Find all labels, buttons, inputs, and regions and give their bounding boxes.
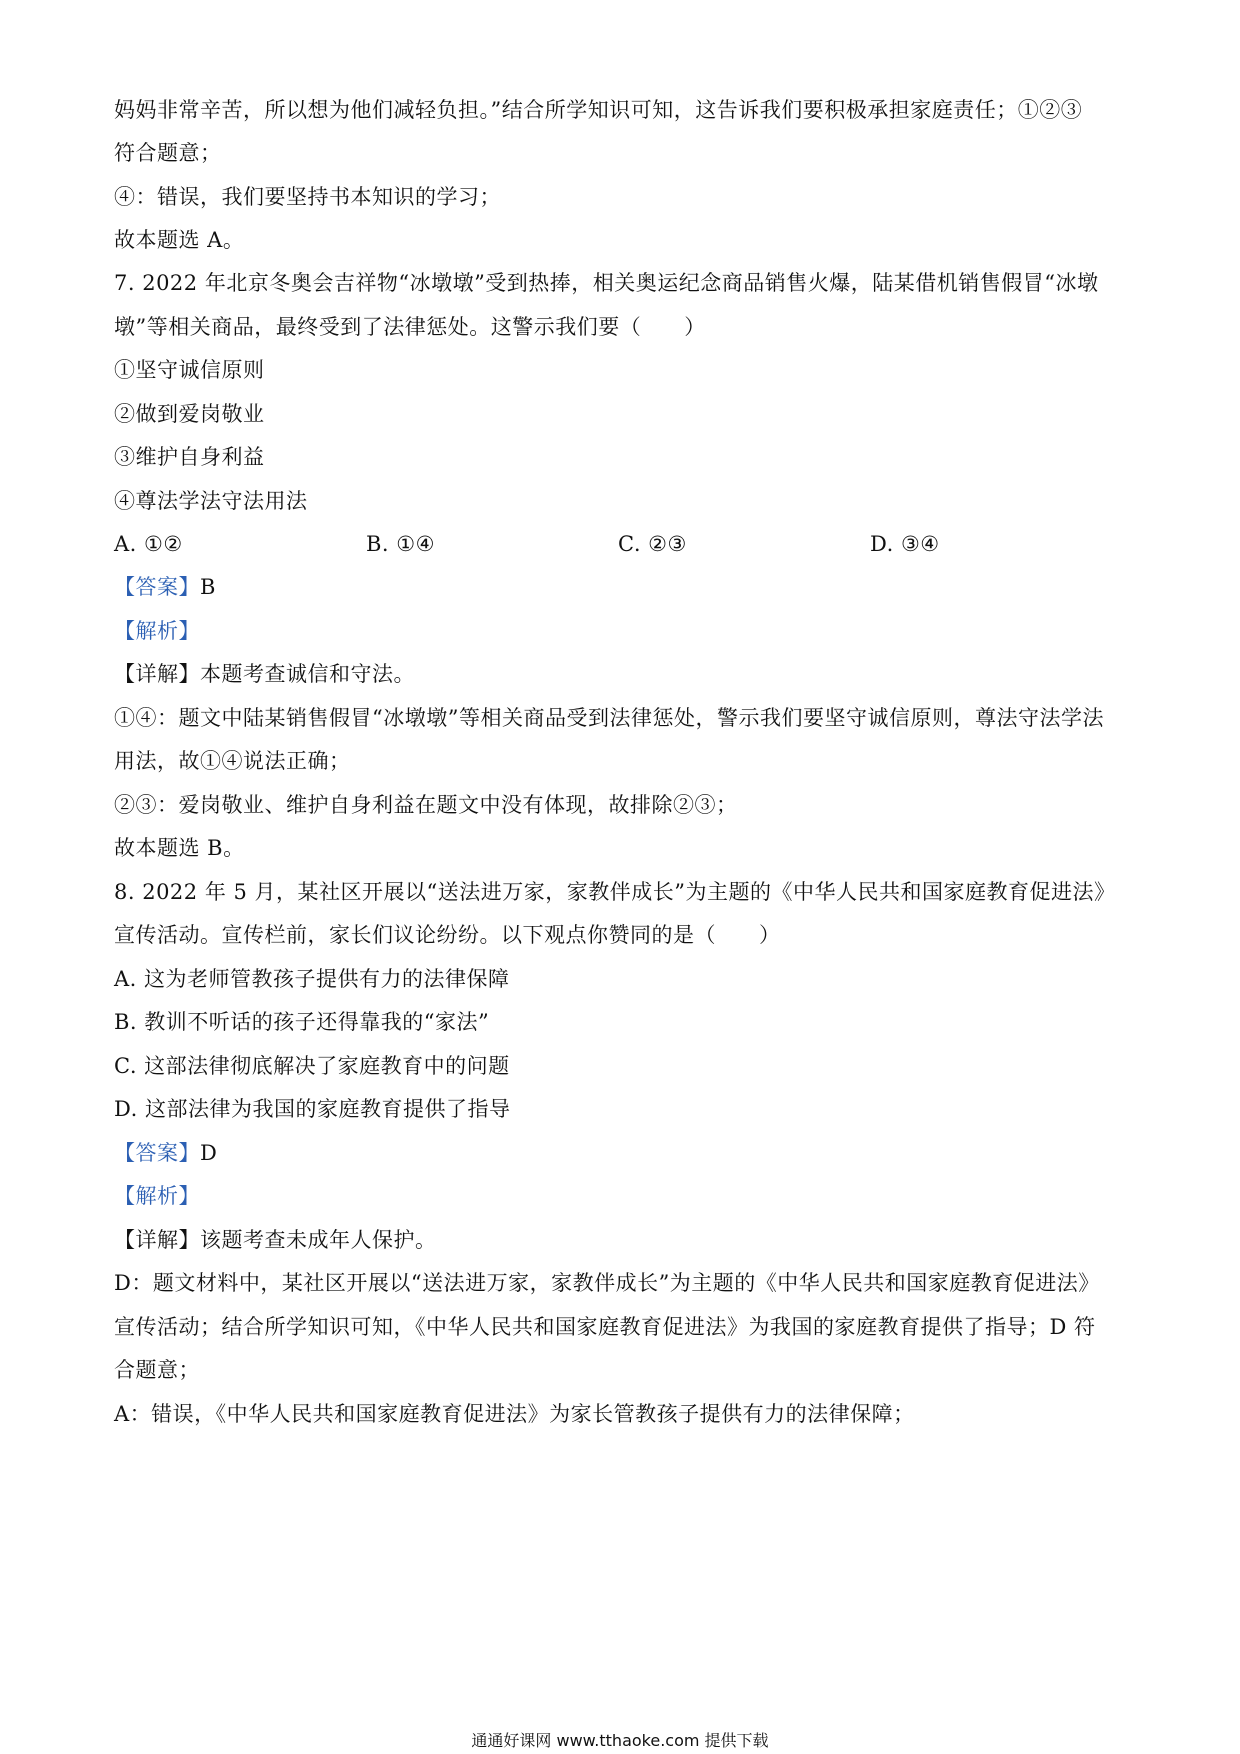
option-d: D. ③④ [870,532,940,556]
question-7-analysis-tag [114,616,1134,646]
question-7-detail [114,659,1134,689]
question-7-statement: ①坚守诚信原则 [114,358,265,382]
text-line: 故本题选 A。 [114,228,245,252]
text-line: ④：错误，我们要坚持书本知识的学习； [114,185,501,209]
question-8-analysis-tag [114,1181,1134,1211]
question-8-detail [114,1225,1134,1255]
question-7-stem-line: 墩”等相关商品，最终受到了法律惩处。这警示我们要（ ） [114,315,706,339]
question-7-statement: ②做到爱岗敬业 [114,402,265,426]
question-8-option-b: B. 教训不听话的孩子还得靠我的“家法” [114,1010,490,1034]
analysis-tag: 【解析】 [114,619,200,643]
explanation-line: 故本题选 B。 [114,836,245,860]
explanation-line: ②③：爱岗敬业、维护自身利益在题文中没有体现，故排除②③； [114,793,738,817]
question-7-statement: ④尊法学法守法用法 [114,489,308,513]
explanation-line: 合题意； [114,1358,200,1382]
question-8-option-c: C. 这部法律彻底解决了家庭教育中的问题 [114,1054,510,1078]
question-8-option-d: D. 这部法律为我国的家庭教育提供了指导 [114,1097,511,1121]
explanation-line: ①④：题文中陆某销售假冒“冰墩墩”等相关商品受到法律惩处，警示我们要坚守诚信原则，尊法守法学法 [114,706,1104,730]
explanation-line: 用法，故①④说法正确； [114,749,351,773]
question-7-statement: ③维护自身利益 [114,445,265,469]
text-line: 妈妈非常辛苦，所以想为他们减轻负担。”结合所学知识可知，这告诉我们要积极承担家庭责任；①②③ [114,98,1083,122]
detail-text: 本题考查诚信和守法。 [200,662,415,686]
answer-value: B [200,575,216,599]
answer-tag: 【答案】 [114,575,200,599]
question-8-option-a: A. 这为老师管教孩子提供有力的法律保障 [114,967,510,991]
detail-tag: 【详解】 [114,662,200,686]
explanation-line: A：错误，《中华人民共和国家庭教育促进法》为家长管教孩子提供有力的法律保障； [114,1402,915,1426]
answer-tag: 【答案】 [114,1141,200,1165]
option-b: B. ①④ [366,532,435,556]
detail-text: 该题考查未成年人保护。 [200,1228,437,1252]
analysis-tag: 【解析】 [114,1184,200,1208]
explanation-line: D：题文材料中，某社区开展以“送法进万家，家教伴成长”为主题的《中华人民共和国家庭教育促进法》 [114,1271,1100,1295]
text-line: 符合题意； [114,141,222,165]
question-8-stem-line: 8. 2022 年 5 月，某社区开展以“送法进万家，家教伴成长”为主题的《中华人民共和国家庭教育促进法》 [114,880,1116,904]
option-a: A. ①② [114,532,183,556]
answer-value: D [200,1141,218,1165]
question-7-answer [114,572,1134,602]
question-8-answer [114,1138,1134,1168]
explanation-line: 宣传活动；结合所学知识可知，《中华人民共和国家庭教育促进法》为我国的家庭教育提供了指导；D 符 [114,1315,1096,1339]
detail-tag: 【详解】 [114,1228,200,1252]
page-footer: 通通好课网 www.tthaoke.com 提供下载 [471,1731,769,1750]
option-c: C. ②③ [618,532,687,556]
question-7-stem-line: 7. 2022 年北京冬奥会吉祥物“冰墩墩”受到热捧，相关奥运纪念商品销售火爆，陆某借机销售假冒“冰墩 [114,271,1099,295]
question-8-stem-line: 宣传活动。宣传栏前，家长们议论纷纷。以下观点你赞同的是（ ） [114,923,781,947]
